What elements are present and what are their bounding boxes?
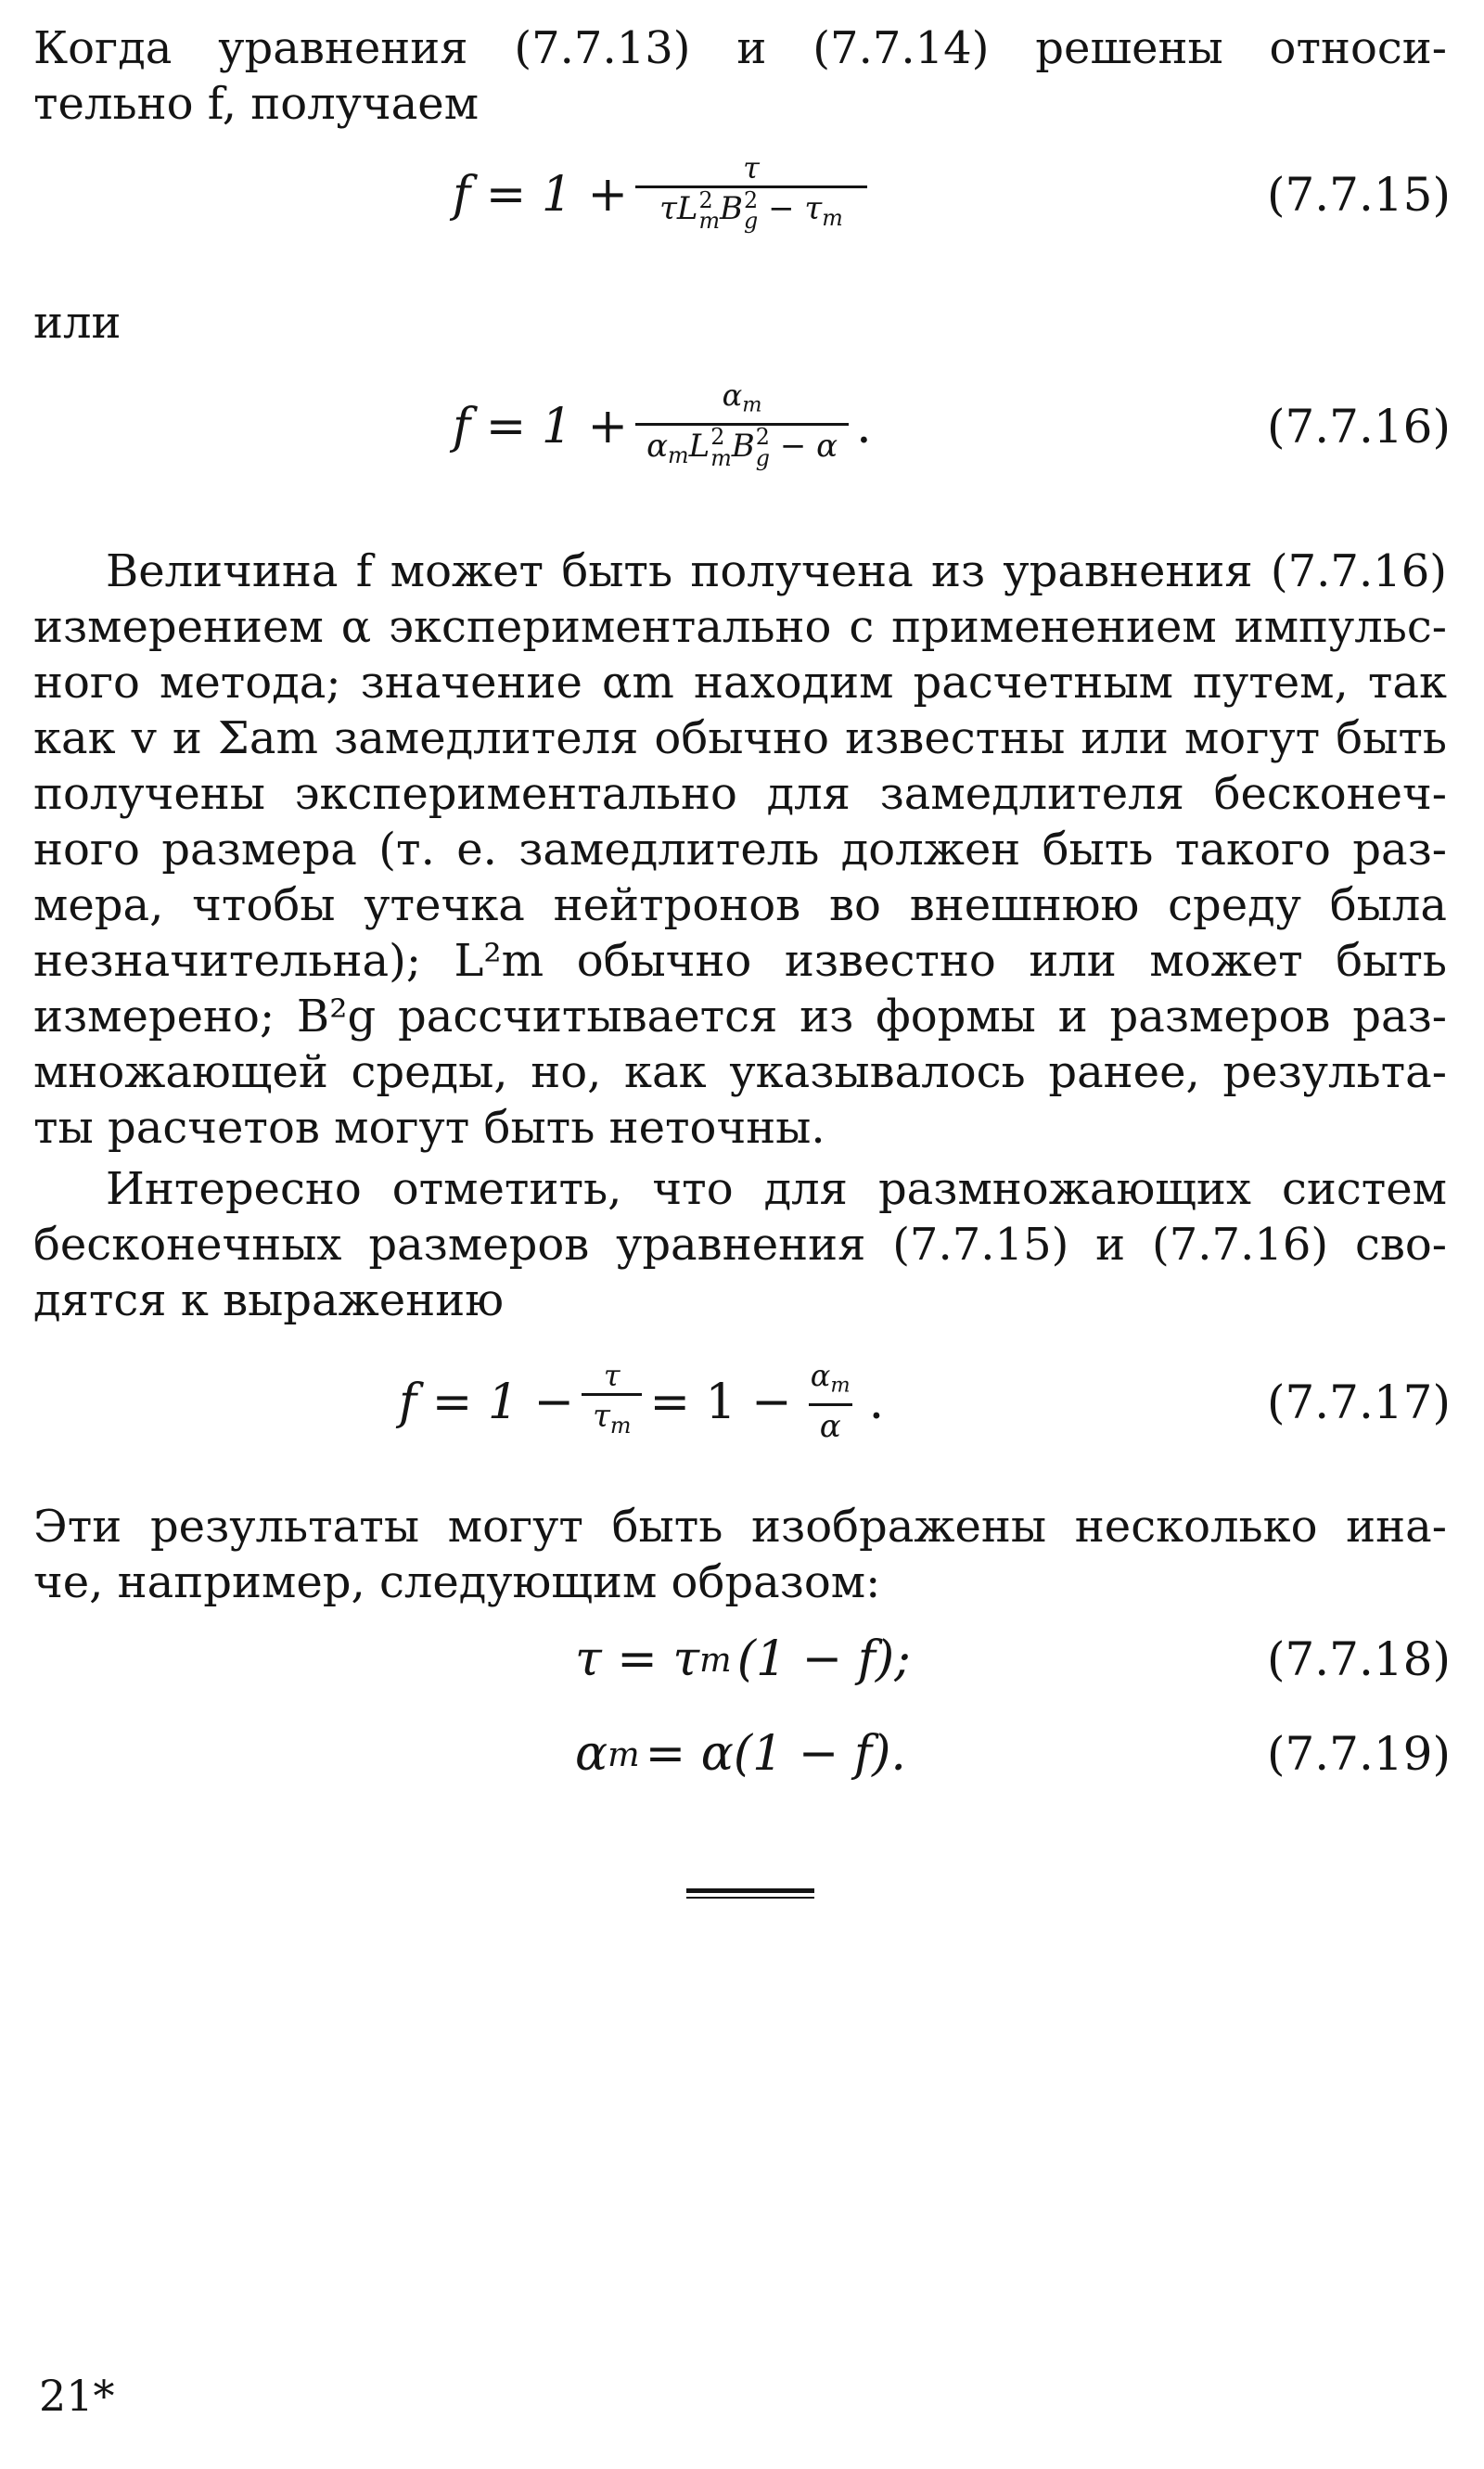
text-line: как v и Σam замедлителя обычно известны или могут быть: [33, 712, 1447, 764]
text-line: Когда уравнения (7.7.13) и (7.7.14) решены относи-: [33, 22, 1447, 74]
equation-number: (7.7.19): [1266, 1727, 1451, 1781]
denominator: τL 2 m B 2 g − $\tau_m$: [635, 185, 867, 238]
equation-number: (7.7.15): [1266, 168, 1451, 222]
text-line: измерено; B²g рассчитывается из формы и размеров раз-: [33, 991, 1447, 1043]
equation-7-7-16: [0, 371, 1484, 482]
numerator: $\alpha_m$: [810, 1358, 851, 1398]
text-line: ного метода; значение αm находим расчетным путем, так: [33, 657, 1447, 709]
equation-7-7-18: [0, 1618, 1484, 1701]
equation-lhs: f = 1 −: [399, 1375, 575, 1430]
equation-number: (7.7.17): [1266, 1375, 1451, 1429]
equation-lhs: f = 1 +: [453, 399, 629, 454]
text-line: ного размера (т. е. замедлитель должен быть такого раз-: [33, 824, 1447, 876]
text-line: мера, чтобы утечка нейтронов во внешнюю среду была: [33, 879, 1447, 931]
paragraph-intro: [33, 20, 1447, 132]
equation-number: (7.7.16): [1266, 400, 1451, 454]
numerator: τ: [603, 1358, 620, 1394]
text-line: ты расчетов могут быть неточны.: [33, 1102, 825, 1154]
section-end-separator: [686, 1888, 814, 1905]
fraction: [582, 1358, 642, 1446]
page-number: 21*: [39, 2371, 115, 2421]
text-line: получены экспериментально для замедлителя бесконеч-: [33, 768, 1447, 820]
denominator: $\alpha_mL$ 2 m B 2 g − α: [635, 423, 849, 476]
text-line: Эти результаты могут быть изображены несколько ина-: [33, 1501, 1447, 1553]
equation-body: f = 1 + $\alpha_m$ $\alpha_mL$ 2 m B 2 g − α .: [453, 371, 872, 482]
equation-lhs: f = 1 +: [453, 167, 629, 223]
text-line: тельно f, получаем: [33, 78, 480, 130]
paragraph-infinite-systems: [33, 1161, 1447, 1328]
text-line: измерением α экспериментально с применением импульс-: [33, 601, 1447, 653]
equation-body: α m = α(1 − f).: [575, 1726, 906, 1782]
paragraph-measurement: [33, 544, 1447, 1156]
text-line: дятся к выражению: [33, 1274, 504, 1326]
numerator: $\alpha_m$: [722, 377, 762, 417]
text-line: че, например, следующим образом:: [33, 1556, 881, 1608]
equation-body: τ = τ m (1 − f);: [575, 1631, 911, 1687]
fraction: [800, 1358, 862, 1447]
equation-body: [453, 139, 875, 250]
paragraph-alternative-form: [33, 1499, 1447, 1610]
equation-7-7-17: [0, 1347, 1484, 1458]
denominator: $\tau_m$: [582, 1393, 642, 1446]
fraction: [635, 377, 849, 476]
denominator: α: [809, 1403, 852, 1447]
equation-body: f = 1 − $\frac{\tau}{\tau_m}$ = 1 − $\frac{\alpha_m}{\alpha}$ .: [399, 1358, 885, 1445]
text-line: незначительна); L²m обычно известно или может быть: [33, 935, 1447, 987]
conjunction-or: или: [33, 297, 122, 349]
equation-7-7-15: [0, 139, 1484, 250]
text-line: бесконечных размеров уравнения (7.7.15) и (7.7.16) сво-: [33, 1219, 1447, 1271]
equation-mid: = 1 −: [649, 1375, 792, 1430]
fraction: [635, 150, 867, 238]
text-line: Величина f может быть получена из уравнения (7.7.16): [106, 545, 1447, 597]
text-line: множающей среды, но, как указывалось ранее, результа-: [33, 1046, 1447, 1098]
text-line: Интересно отметить, что для размножающих систем: [106, 1163, 1447, 1215]
numerator: τ: [743, 150, 760, 186]
equation-number: (7.7.18): [1266, 1632, 1451, 1686]
equation-7-7-19: [0, 1712, 1484, 1796]
